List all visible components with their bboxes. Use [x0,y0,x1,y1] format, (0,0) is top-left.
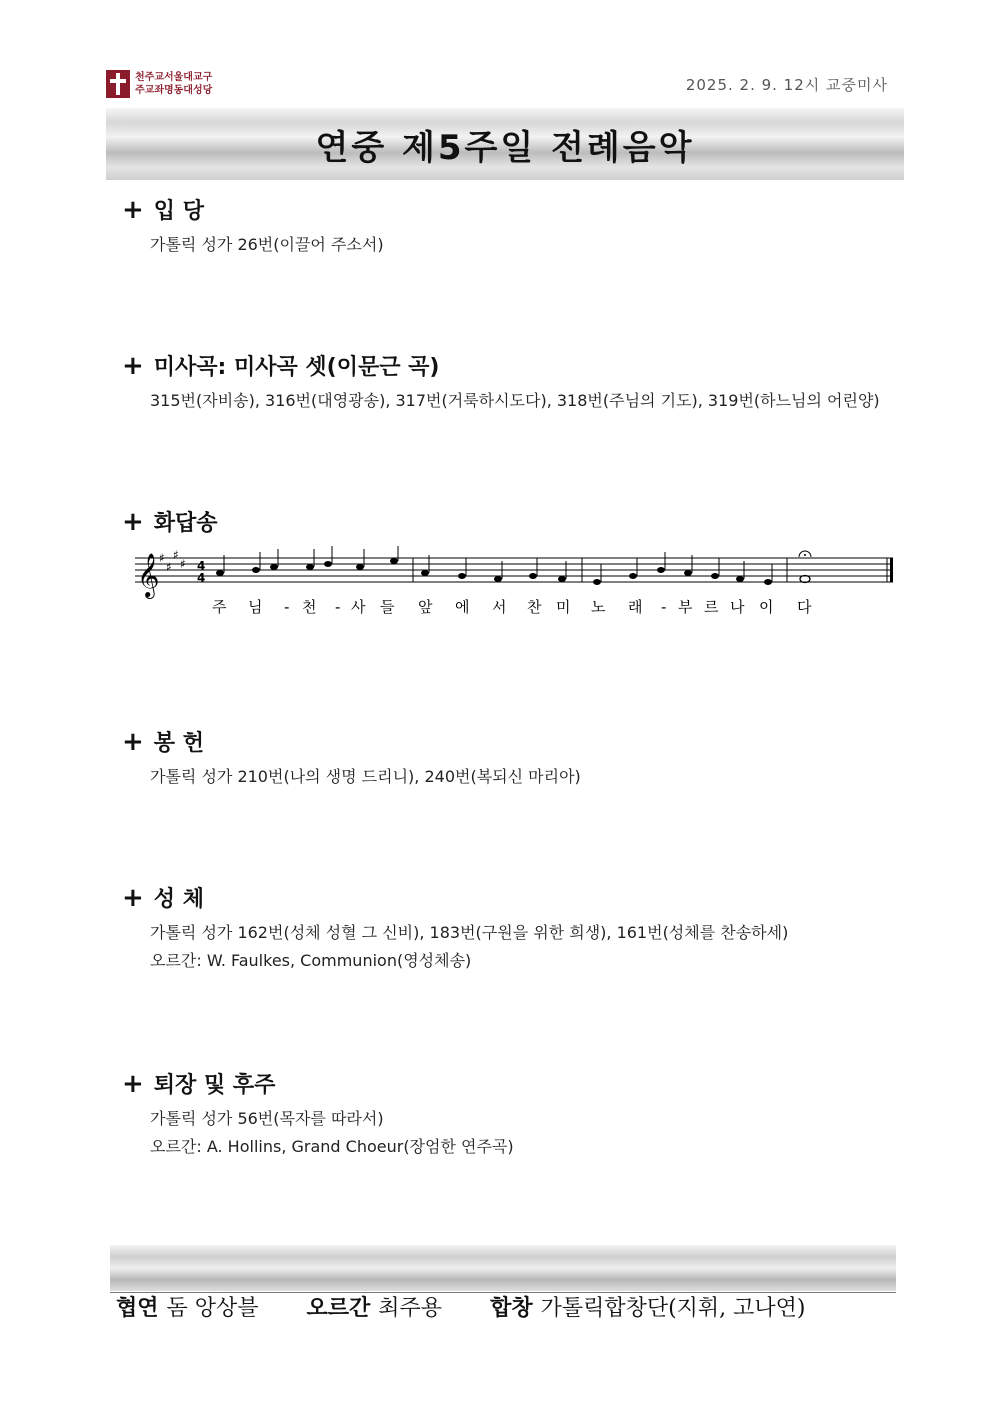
lyric: 이 [759,598,774,616]
page-title: 연중 제5주일 전례음악 [315,127,695,168]
time-sig-top: 4 [197,559,206,573]
treble-clef-icon: 𝄞 [137,553,160,597]
section-heading: 봉 헌 [153,731,204,756]
cross-plus-icon: + [122,1068,144,1099]
lyric: 주 [212,598,227,616]
note-head [270,564,278,570]
credit-role: 협연 [116,1296,159,1321]
note-head [764,579,772,585]
lyric: 천 [302,598,317,616]
lyric: 들 [380,598,395,616]
lyric: 서 [492,598,507,616]
section-heading: 성 체 [153,887,204,912]
section-text: 오르간: A. Hollins, Grand Choeur(장엄한 연주곡) [150,1137,514,1156]
svg-text:♯: ♯ [180,557,186,571]
note-head [494,576,502,582]
lyric: - [661,598,667,616]
note-head [458,573,466,579]
cross-plus-icon: + [122,194,144,225]
note-head [356,564,364,570]
section-text: 가톨릭 성가 26번(이끌어 주소서) [150,235,384,254]
section-text: 오르간: W. Faulkes, Communion(영성체송) [150,951,472,970]
lyric: 님 [248,598,263,616]
credit-role: 합창 [490,1296,533,1321]
section-communion [122,882,788,971]
credit-name: 최주용 [378,1296,443,1321]
cross-plus-icon: + [122,350,144,381]
footer-divider [110,1292,896,1293]
section-text: 가톨릭 성가 210번(나의 생명 드리니), 240번(복되신 마리아) [150,767,581,786]
credit-name: 가톨릭합창단(지휘, 고나연) [540,1296,806,1321]
note-head [390,558,398,564]
note-head [593,579,601,585]
cross-icon [106,70,130,98]
lyric: 찬 [527,598,542,616]
credit-organ [307,1294,443,1324]
note-head [736,576,744,582]
cross-plus-icon: + [122,882,144,913]
lyric: 다 [797,598,812,616]
cross-plus-icon: + [122,726,144,757]
lyric: 노 [591,598,606,616]
lyric: - [284,598,290,616]
note-head [529,573,537,579]
title-banner [106,108,904,180]
svg-text:♯: ♯ [166,560,172,574]
note-head [421,570,429,576]
psalm-music-score [135,546,895,621]
lyric: 나 [730,598,745,616]
section-psalm [122,506,218,537]
credits [116,1294,896,1324]
footer-banner [110,1245,896,1291]
lyric: 부 [678,598,693,616]
credit-accompaniment [116,1294,259,1324]
cathedral-logo [106,70,212,98]
mass-date: 2025. 2. 9. 12시 교중미사 [685,76,888,94]
note-head [558,576,566,582]
cross-plus-icon: + [122,506,144,537]
staff-lines [135,558,893,582]
section-offertory [122,726,581,787]
svg-text:♯: ♯ [159,551,165,565]
section-heading: 화답송 [153,511,218,536]
logo-text: 천주교서울대교구 주교좌명동대성당 [135,72,213,96]
note-head [324,561,332,567]
note-head [684,570,692,576]
note-head [306,564,314,570]
lyric: 사 [351,598,366,616]
section-heading: 입 당 [153,199,204,224]
final-barline [890,558,893,582]
note-head [711,573,719,579]
credit-name: 돔 앙상블 [166,1296,259,1321]
lyrics [212,598,812,616]
credit-choir [490,1294,805,1324]
lyric: 미 [556,598,571,616]
lyric: 래 [628,598,643,616]
section-text: 가톨릭 성가 56번(목자를 따라서) [150,1109,384,1128]
credit-role: 오르간 [306,1296,371,1321]
svg-text:♯: ♯ [173,548,179,562]
lyric: - [335,598,341,616]
section-recessional [122,1068,514,1157]
lyric: 에 [455,598,470,616]
section-mass-ordinary [122,350,880,411]
note-head [657,567,665,573]
section-heading: 퇴장 및 후주 [153,1073,276,1098]
section-text: 가톨릭 성가 162번(성체 성혈 그 신비), 183번(구원을 위한 희생), 161번(성체를 찬송하세) [150,923,789,942]
lyric: 르 [704,598,719,616]
section-entrance [122,194,384,255]
section-heading: 미사곡: 미사곡 셋(이문근 곡) [153,355,440,380]
note-head [252,567,260,573]
note-head [629,573,637,579]
notes [216,546,810,585]
fermata-dot [804,554,806,556]
time-sig-bottom: 4 [197,571,206,585]
note-head [216,570,224,576]
section-text: 315번(자비송), 316번(대영광송), 317번(거룩하시도다), 318번(주님의 기도), 319번(하느님의 어린양) [150,391,880,410]
lyric: 앞 [418,598,433,616]
whole-note [800,576,810,583]
